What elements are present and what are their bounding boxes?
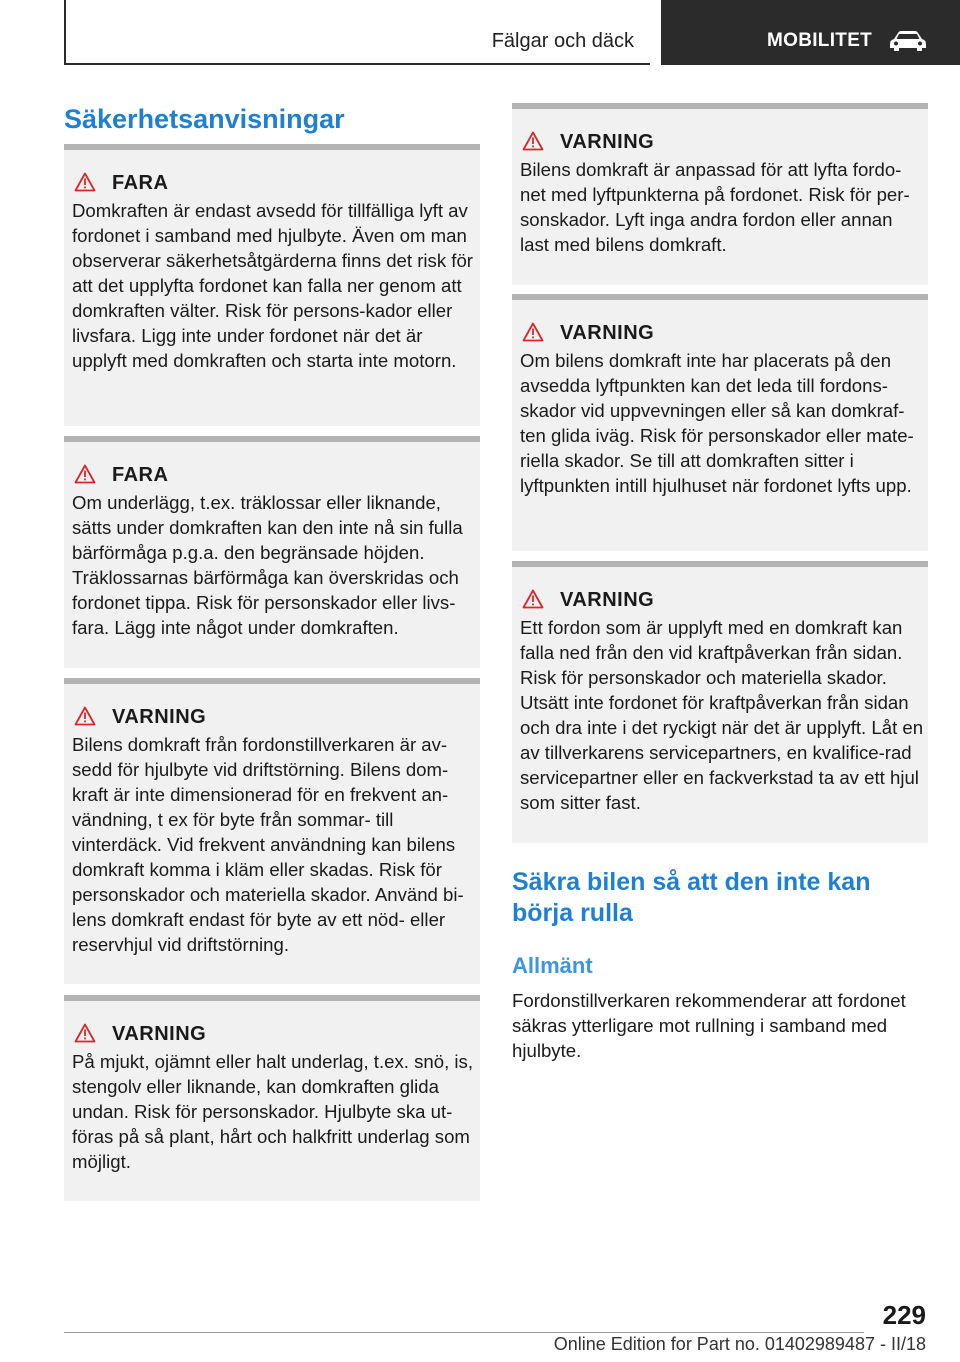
warning-triangle-icon [74, 706, 96, 726]
header-chapter-tab[interactable] [661, 0, 960, 65]
box-label: FARA [112, 172, 169, 194]
warning-box-4 [64, 995, 480, 1201]
danger-box-2 [64, 436, 480, 668]
footer-edition-text: Online Edition for Part no. 01402989487 - II/18 [553, 1334, 926, 1354]
box-text: Ett fordon som är upplyft med en domkraft kan falla ned från den vid kraftpåverkan från sidan. Risk för personskador och materiella skador. Utsätt inte fordonet för kraftpåverkan från sidan och dra inte i det ryckigt när det är upplyft. Låt en av tillverkarens servicepartners, en kvalifice-rad servicepartner eller en fackverkstad ta av ett hjul som sitter fast. [520, 617, 924, 813]
box-heading [64, 704, 480, 730]
box-label: FARA [112, 464, 169, 486]
chapter-tab-label: MOBILITET [767, 30, 873, 51]
warning-triangle-icon [522, 131, 544, 151]
box-text: Om underlägg, t.ex. träklossar eller liknande, sätts under domkraften kan den inte nå sin fulla bärförmåga p.g.a. den begränsade höjden. Träklossarnas bärförmåga kan överskridas och fordonet tippa. Risk för personskador eller livs-fara. Lägg inte något under domkraften. [72, 492, 463, 638]
section-title-secure-car: Säkra bilen så att den inte kan börja rulla [512, 868, 871, 927]
box-text: Domkraften är endast avsedd för tillfälliga lyft av fordonet i samband med hjulbyte. Även om man observerar säkerhetsåtgärderna finns det risk för att det upplyfta fordonet kan falla ner genom att domkraften välter. Risk för persons-kador eller livsfara. Ligg inte under fordonet när det är upplyft med domkraften och starta inte motorn. [72, 200, 473, 371]
header-rule-left [64, 0, 66, 64]
warning-box-5 [512, 103, 928, 285]
car-icon [888, 30, 928, 52]
danger-box-1 [64, 144, 480, 426]
box-text: Bilens domkraft från fordonstillverkaren är av-sedd för hjulbyte vid driftstörning. Bilens dom-kraft är inte dimensionerad för en frekvent an-vändning, t ex för byte från sommar- till vinterdäck. Vid frekvent användning kan bilens domkraft komma i kläm eller skadas. Risk för personskador och materiella skador. Använd bi-lens domkraft endast för byte av ett nöd- eller reservhjul vid driftstörning. [72, 734, 464, 955]
box-heading [512, 129, 928, 155]
box-heading [512, 320, 928, 346]
box-heading [64, 170, 480, 196]
box-text: På mjukt, ojämnt eller halt underlag, t.ex. snö, is, stengolv eller liknande, kan domkraften glida undan. Risk för personskador. Hjulbyte ska ut-föras på så plant, hårt och halkfritt underlag som möjligt. [72, 1051, 473, 1172]
footer-rule [64, 1332, 864, 1333]
box-text: Om bilens domkraft inte har placerats på den avsedda lyftpunkten kan det leda till fordons-skador vid uppvevningen eller så kan domkraf-ten glida iväg. Risk för personskador eller mate-riella skador. Se till att domkraften sitter i lyftpunkten intill hjulhuset när fordonet lyfts upp. [520, 350, 914, 496]
warning-triangle-icon [522, 589, 544, 609]
box-label: VARNING [560, 131, 655, 153]
warning-box-3 [64, 678, 480, 984]
box-heading [512, 587, 928, 613]
warning-box-7 [512, 561, 928, 843]
box-label: VARNING [112, 1023, 207, 1045]
warning-box-6 [512, 294, 928, 551]
page-number: 229 [882, 1300, 926, 1330]
box-heading [64, 1021, 480, 1047]
subsection-body-text: Fordonstillverkaren rekommenderar att fordonet säkras ytterligare mot rullning i samband med hjulbyte. [512, 990, 906, 1061]
header-section-title: Fälgar och däck [491, 30, 634, 52]
box-heading [64, 462, 480, 488]
warning-triangle-icon [74, 1023, 96, 1043]
box-label: VARNING [112, 706, 207, 728]
subsection-title-general: Allmänt [512, 953, 593, 978]
box-text: Bilens domkraft är anpassad för att lyfta fordo-net med lyftpunkterna på fordonet. Risk för per-sonskador. Lyft inga andra fordon eller annan last med bilens domkraft. [520, 159, 910, 255]
section-title-safety: Säkerhetsanvisningar [64, 104, 345, 134]
warning-triangle-icon [74, 464, 96, 484]
box-label: VARNING [560, 589, 655, 611]
box-label: VARNING [560, 322, 655, 344]
header-rule-bottom [64, 63, 650, 65]
warning-triangle-icon [74, 172, 96, 192]
warning-triangle-icon [522, 322, 544, 342]
